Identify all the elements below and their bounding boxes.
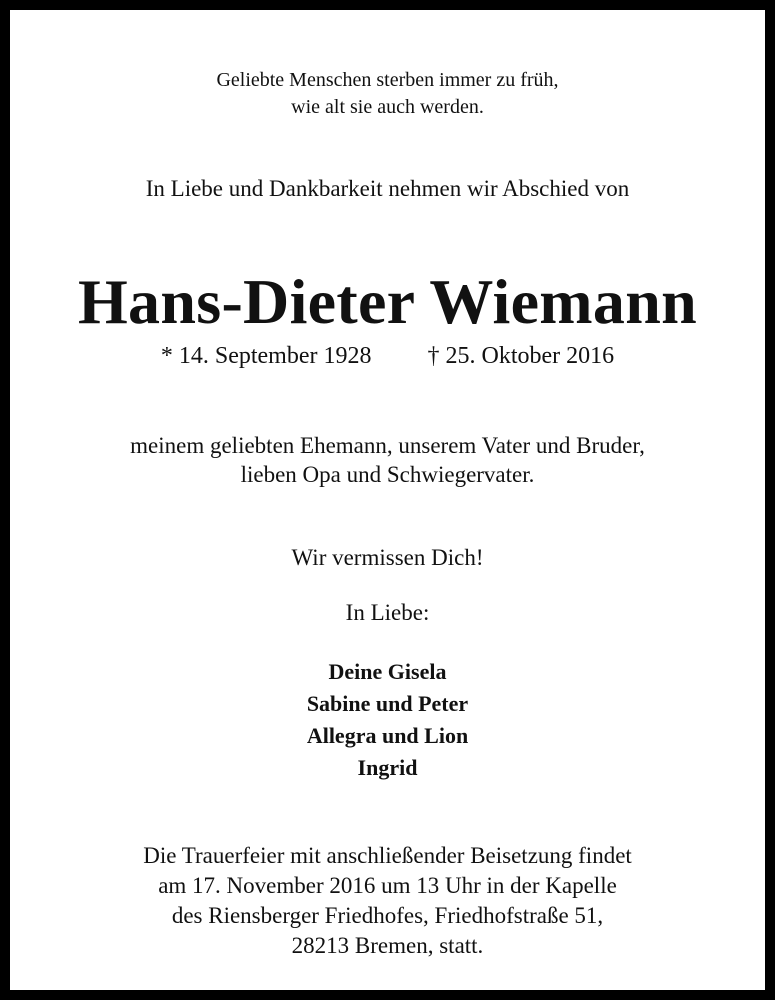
relation-line-1: meinem geliebten Ehemann, unserem Vater und Bruder, [130,433,645,458]
death-date: † 25. Oktober 2016 [427,343,615,369]
funeral-line-4: 28213 Bremen, statt. [291,933,484,958]
mourner-name: Ingrid [357,755,418,780]
mourner-name: Deine Gisela [328,659,447,684]
message-text: Wir vermissen Dich! [291,545,484,570]
life-dates [20,344,755,368]
mourner-name: Sabine und Peter [306,691,469,716]
deceased-name: Hans-Dieter Wiemann [77,266,698,337]
funeral-line-1: Die Trauerfeier mit anschließender Beisetzung findet [143,843,632,868]
closing-text: In Liebe: [345,600,430,625]
relation-line-2: lieben Opa und Schwiegervater. [240,462,535,487]
funeral-line-2: am 17. November 2016 um 13 Uhr in der Kapelle [158,873,617,898]
motto-line-2: wie alt sie auch werden. [291,96,484,118]
mourner-name: Allegra und Lion [306,723,469,748]
intro-text: In Liebe und Dankbarkeit nehmen wir Abschied von [145,176,630,201]
funeral-line-3: des Riensberger Friedhofes, Friedhofstraße 51, [171,903,604,928]
motto-line-1: Geliebte Menschen sterben immer zu früh, [216,69,559,91]
birth-date: * 14. September 1928 [160,343,372,369]
